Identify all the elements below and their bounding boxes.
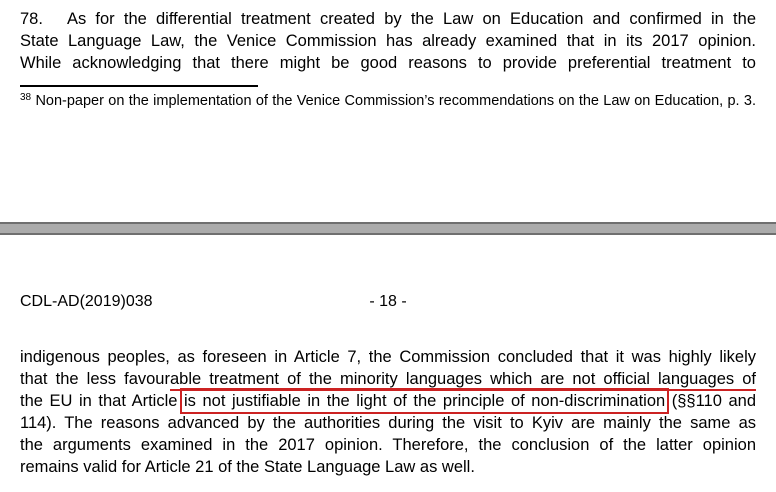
red-box-annotation: is not justifiable in the light of the principle of non-discrimination [184, 392, 666, 410]
document-reference: CDL-AD(2019)038 [20, 293, 153, 310]
paragraph-78-line-1-text: As for the differential treatment created by the Law on Education and confirmed in the [66, 10, 756, 28]
body-paragraph [20, 346, 756, 478]
footnote-text: Non-paper on the implementation of the Venice Commission’s recommendations on the Law on Education, p. 3. [31, 93, 756, 109]
paragraph-78-line-1 [20, 8, 756, 30]
body-line-2 [20, 368, 756, 390]
page-separator-bar [0, 222, 776, 235]
body-line-3-text-pre: the EU in that Article [20, 392, 184, 410]
footnote-separator-rule [20, 85, 258, 87]
body-line-2-text: that the less favour [20, 370, 170, 388]
body-line-3 [20, 390, 756, 412]
red-underline-annotation: able treatment of the minority languages which are not official languages of [170, 370, 756, 391]
page-header [0, 291, 776, 313]
footnote-38 [20, 92, 756, 110]
paragraph-78 [20, 8, 756, 74]
paragraph-78-line-3: While acknowledging that there might be good reasons to provide preferential treatment to [20, 54, 756, 72]
paragraph-number: 78. [20, 10, 43, 28]
body-line-4: 114). The reasons advanced by the authorities during the visit to Kyiv are mainly the same as [20, 414, 756, 432]
paragraph-78-line-2: State Language Law, the Venice Commission has already examined that in its 2017 opinion. [20, 32, 756, 50]
body-line-3-text-post: (§§110 and [665, 392, 756, 410]
page-number: - 18 - [369, 293, 407, 310]
body-line-1: indigenous peoples, as foreseen in Article 7, the Commission concluded that it was highly likely [20, 348, 756, 366]
body-line-6: remains valid for Article 21 of the State Language Law as well. [20, 458, 475, 476]
body-line-5: the arguments examined in the 2017 opinion. Therefore, the conclusion of the latter opinion [20, 436, 756, 454]
footnote-marker: 38 [20, 92, 32, 103]
